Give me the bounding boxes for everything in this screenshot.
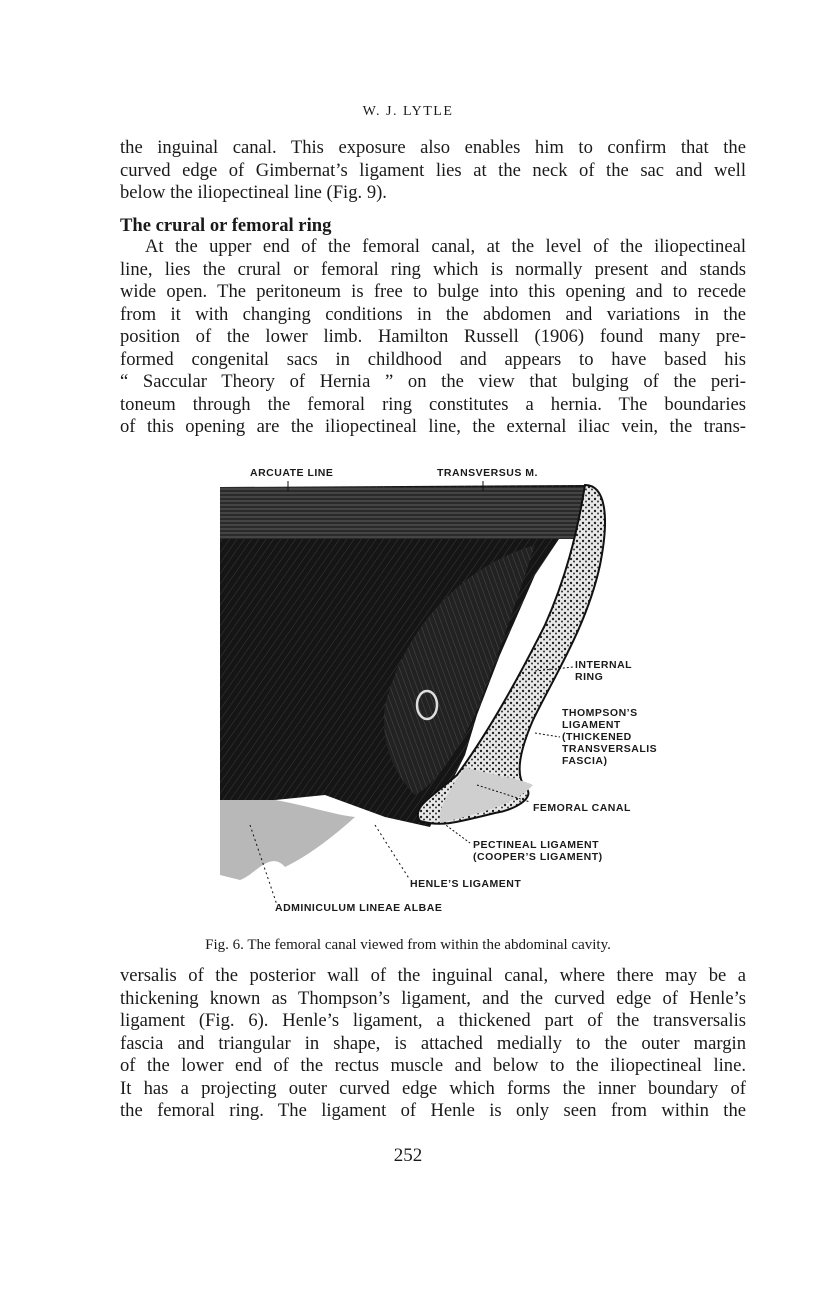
- text-line: the inguinal canal. This exposure also enables him to confirm that the: [120, 137, 746, 158]
- label-femoral-canal: FEMORAL CANAL: [533, 802, 631, 814]
- text-line: At the upper end of the femoral canal, at the level of the iliopectineal: [145, 236, 746, 257]
- text-line: the femoral ring. The ligament of Henle is only seen from within the: [120, 1100, 746, 1121]
- section-heading: The crural or femoral ring: [120, 215, 332, 236]
- paragraph-1: [120, 137, 746, 205]
- text-line: toneum through the femoral ring constitutes a hernia. The boundaries: [120, 393, 746, 415]
- anatomical-figure: [215, 455, 715, 925]
- anatomical-illustration: [215, 455, 715, 925]
- text-line: of the lower end of the rectus muscle and below to the iliopectineal line.: [120, 1055, 746, 1076]
- label-internal-ring: INTERNAL RING: [575, 659, 633, 683]
- paragraph-2: [120, 236, 746, 439]
- text-line: of this opening are the iliopectineal line, the external iliac vein, the trans-: [120, 416, 746, 437]
- text-line: “ Saccular Theory of Hernia ” on the view that bulging of the peri-: [120, 371, 746, 392]
- text-line: curved edge of Gimbernat’s ligament lies at the neck of the sac and well: [120, 159, 746, 181]
- text-line: below the iliopectineal line (Fig. 9).: [120, 182, 387, 203]
- text-line: position of the lower limb. Hamilton Russell (1906) found many pre-: [120, 326, 746, 347]
- text-line: line, lies the crural or femoral ring which is normally present and stands: [120, 258, 746, 280]
- paragraph-3: [120, 965, 746, 1123]
- page-number: 252: [393, 1145, 423, 1166]
- running-head: W. J. LYTLE: [362, 104, 454, 119]
- label-arcuate-line: ARCUATE LINE: [250, 467, 334, 479]
- text-line: thickening known as Thompson’s ligament, and the curved edge of Henle’s: [120, 987, 746, 1009]
- text-line: It has a projecting outer curved edge which forms the inner boundary of: [120, 1077, 746, 1099]
- label-pectineal: PECTINEAL LIGAMENT (COOPER’S LIGAMENT): [473, 839, 603, 863]
- text-line: from it with changing conditions in the abdomen and variations in the: [120, 303, 746, 325]
- label-transversus: TRANSVERSUS M.: [437, 467, 538, 479]
- text-line: wide open. The peritoneum is free to bulge into this opening and to recede: [120, 281, 746, 302]
- text-line: fascia and triangular in shape, is attached medially to the outer margin: [120, 1032, 746, 1054]
- label-thompson: THOMPSON’S LIGAMENT (THICKENED TRANSVERSALIS FASCIA): [562, 707, 658, 767]
- label-adminiculum: ADMINICULUM LINEAE ALBAE: [275, 902, 443, 914]
- text-line: formed congenital sacs in childhood and appears to have based his: [120, 348, 746, 370]
- figure-caption: Fig. 6. The femoral canal viewed from within the abdominal cavity.: [205, 937, 611, 953]
- text-line: ligament (Fig. 6). Henle’s ligament, a thickened part of the transversalis: [120, 1010, 746, 1031]
- label-henle: HENLE’S LIGAMENT: [410, 878, 522, 890]
- text-line: versalis of the posterior wall of the inguinal canal, where there may be a: [120, 965, 746, 986]
